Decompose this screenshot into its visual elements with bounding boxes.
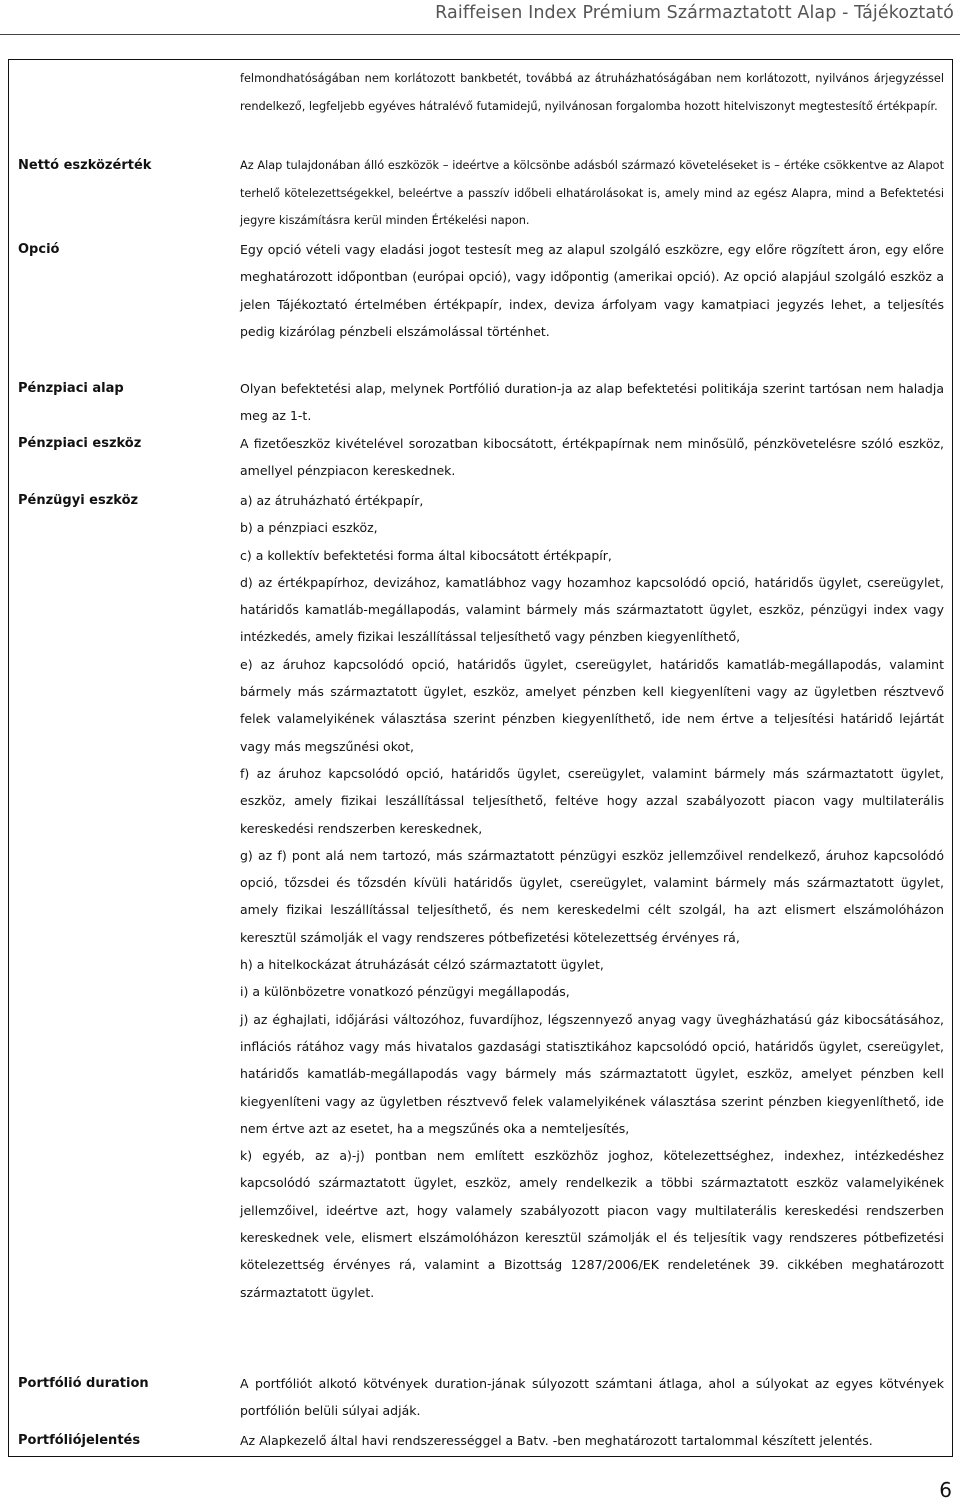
glossary-definition-list xyxy=(240,487,944,1306)
document-header-title: Raiffeisen Index Prémium Származtatott Alap - Tájékoztató xyxy=(435,3,954,23)
list-item: a) az átruházható értékpapír, xyxy=(240,493,424,508)
list-item: e) az áruhoz kapcsolódó opció, határidős ügylet, csereügylet, határidős kamatláb-megállapodás, valamint bármely más származtatott ügylet, eszköz, amelyet pénzben kell kiegyenlíteni vagy az ügyletben résztvevő felek valamelyikének választása szerint pénzben kiegyenlíthető, ide nem értve a teljesítési határidő lejártát vagy más megszűnési okot, xyxy=(240,656,944,754)
glossary-term: Portfólió duration xyxy=(18,1376,149,1391)
list-item: g) az f) pont alá nem tartozó, más származtatott pénzügyi eszköz jellemzőivel rendelkező, áruhoz kapcsolódó opció, tőzsdei és tőzsdén kívüli határidős ügylet, csereügylet, valamint bármely más származtatott ügylet, amely fizikai leszállítással teljesíthető, és nem kereskedelmi célt szolgál, ha azt elismert elszámolóházon keresztül számolják el vagy rendszeres pótbefizetési kötelezettség érvényes rá, xyxy=(240,847,944,945)
list-item: c) a kollektív befektetési forma által kibocsátott értékpapír, xyxy=(240,547,612,563)
glossary-table xyxy=(8,59,953,1457)
glossary-term: Nettó eszközérték xyxy=(18,158,152,173)
glossary-term: Pénzpiaci alap xyxy=(18,381,124,396)
header-divider xyxy=(0,34,960,35)
glossary-term: Pénzpiaci eszköz xyxy=(18,436,142,451)
list-item: k) egyéb, az a)-j) pontban nem említett eszközhöz joghoz, kötelezettséghez, indexhez, intézkedéshez kapcsolódó származtatott ügylet, eszköz, amely rendelkezik a többi származtatott eszköz valamelyikének jellemzőivel, ideértve azt, hogy valamely szabályozott piacon vagy multilaterális kereskedési rendszerben kereskednek vele, elismert elszámolóházon keresztül számolják el és teljesítik vagy rendszeres pótbefizetési kötelezettség érvényes rá, valamint a Bizottság 1287/2006/EK rendeletének 39. cikkében meghatározott származtatott ügylet. xyxy=(240,1148,944,1300)
glossary-definition: Az Alap tulajdonában álló eszközök – ideértve a kölcsönbe adásból származó követeléseket is – értéke csökkentve az Alapot terhelő kötelezettségekkel, beleértve a passzív időbeli elhatárolásokat is, amely mind az egész Alapra, mind a Befektetési jegyre kiszámításra kerül minden Értékelési napon. xyxy=(240,159,944,227)
list-item: d) az értékpapírhoz, devizához, kamatlábhoz vagy hozamhoz kapcsolódó opció, határidős ügylet, csereügylet, határidős kamatláb-megállapodás, valamint bármely más származtatott ügylet, eszköz, pénzügyi index vagy intézkedés, amely fizikai leszállítással teljesíthető vagy pénzben kiegyenlíthető, xyxy=(240,574,944,645)
glossary-definition: A portfóliót alkotó kötvények duration-jának súlyozott számtani átlaga, ahol a súlyokat az egyes kötvények portfólión belüli súlyai adják. xyxy=(240,1376,944,1419)
list-item: b) a pénzpiaci eszköz, xyxy=(240,520,378,536)
glossary-term: Portfóliójelentés xyxy=(18,1433,141,1448)
glossary-definition: felmondhatóságában nem korlátozott bankbetét, továbbá az átruházhatóságában nem korlátozott, nyilvános árjegyzéssel rendelkező, legfeljebb egyéves hátralévő futamidejű, nyilvánosan forgalomba hozott hitelviszonyt megtestesítő értékpapír. xyxy=(240,72,944,113)
glossary-definition: Az Alapkezelő által havi rendszerességgel a Batv. -ben meghatározott tartalommal készített jelentés. xyxy=(240,1433,873,1448)
list-item: j) az éghajlati, időjárási változóhoz, fuvardíjhoz, légszennyező anyag vagy üvegházhatású gáz kibocsátásához, inflációs rátához vagy más hivatalos gazdasági statisztikához kapcsolódó opció, határidős ügylet, csereügylet, határidős kamatláb-megállapodás vagy bármely más származtatott ügylet, eszköz, amelyet pénzben kell kiegyenlíteni vagy az ügyletben résztvevő felek valamelyikének választása szerint pénzben kiegyenlíthető, ide nem értve azt az esetet, ha a megszűnés oka a nemteljesítés, xyxy=(240,1011,944,1136)
list-item: f) az áruhoz kapcsolódó opció, határidős ügylet, csereügylet, valamint bármely más származtatott ügylet, eszköz, amely fizikai leszállítással teljesíthető, feltéve hogy azzal szabályozott piacon vagy multilaterális kereskedési rendszerben kereskednek, xyxy=(240,765,944,836)
glossary-definition: Olyan befektetési alap, melynek Portfólió duration-ja az alap befektetési politikája szerint tartósan nem haladja meg az 1-t. xyxy=(240,381,944,424)
glossary-term: Opció xyxy=(18,242,60,257)
glossary-definition: A fizetőeszköz kivételével sorozatban kibocsátott, értékpapírnak nem minősülő, pénzkövetelésre szóló eszköz, amellyel pénzpiacon kereskednek. xyxy=(240,436,944,479)
glossary-definition: Egy opció vételi vagy eladási jogot testesít meg az alapul szolgáló eszközre, egy előre rögzített áron, egy előre meghatározott időpontban (európai opció), vagy időpontig (amerikai opció). Az opció alapjául szolgáló eszköz a jelen Tájékoztató értelmében értékpapír, index, deviza árfolyam vagy kamatpiaci jegyzés lehet, a teljesítés pedig kizárólag pénzbeli elszámolással történhet. xyxy=(240,242,944,339)
list-item: i) a különbözetre vonatkozó pénzügyi megállapodás, xyxy=(240,984,570,1000)
glossary-term: Pénzügyi eszköz xyxy=(18,493,139,508)
list-item: h) a hitelkockázat átruházását célzó származtatott ügylet, xyxy=(240,957,604,973)
page-number: 6 xyxy=(939,1478,952,1502)
